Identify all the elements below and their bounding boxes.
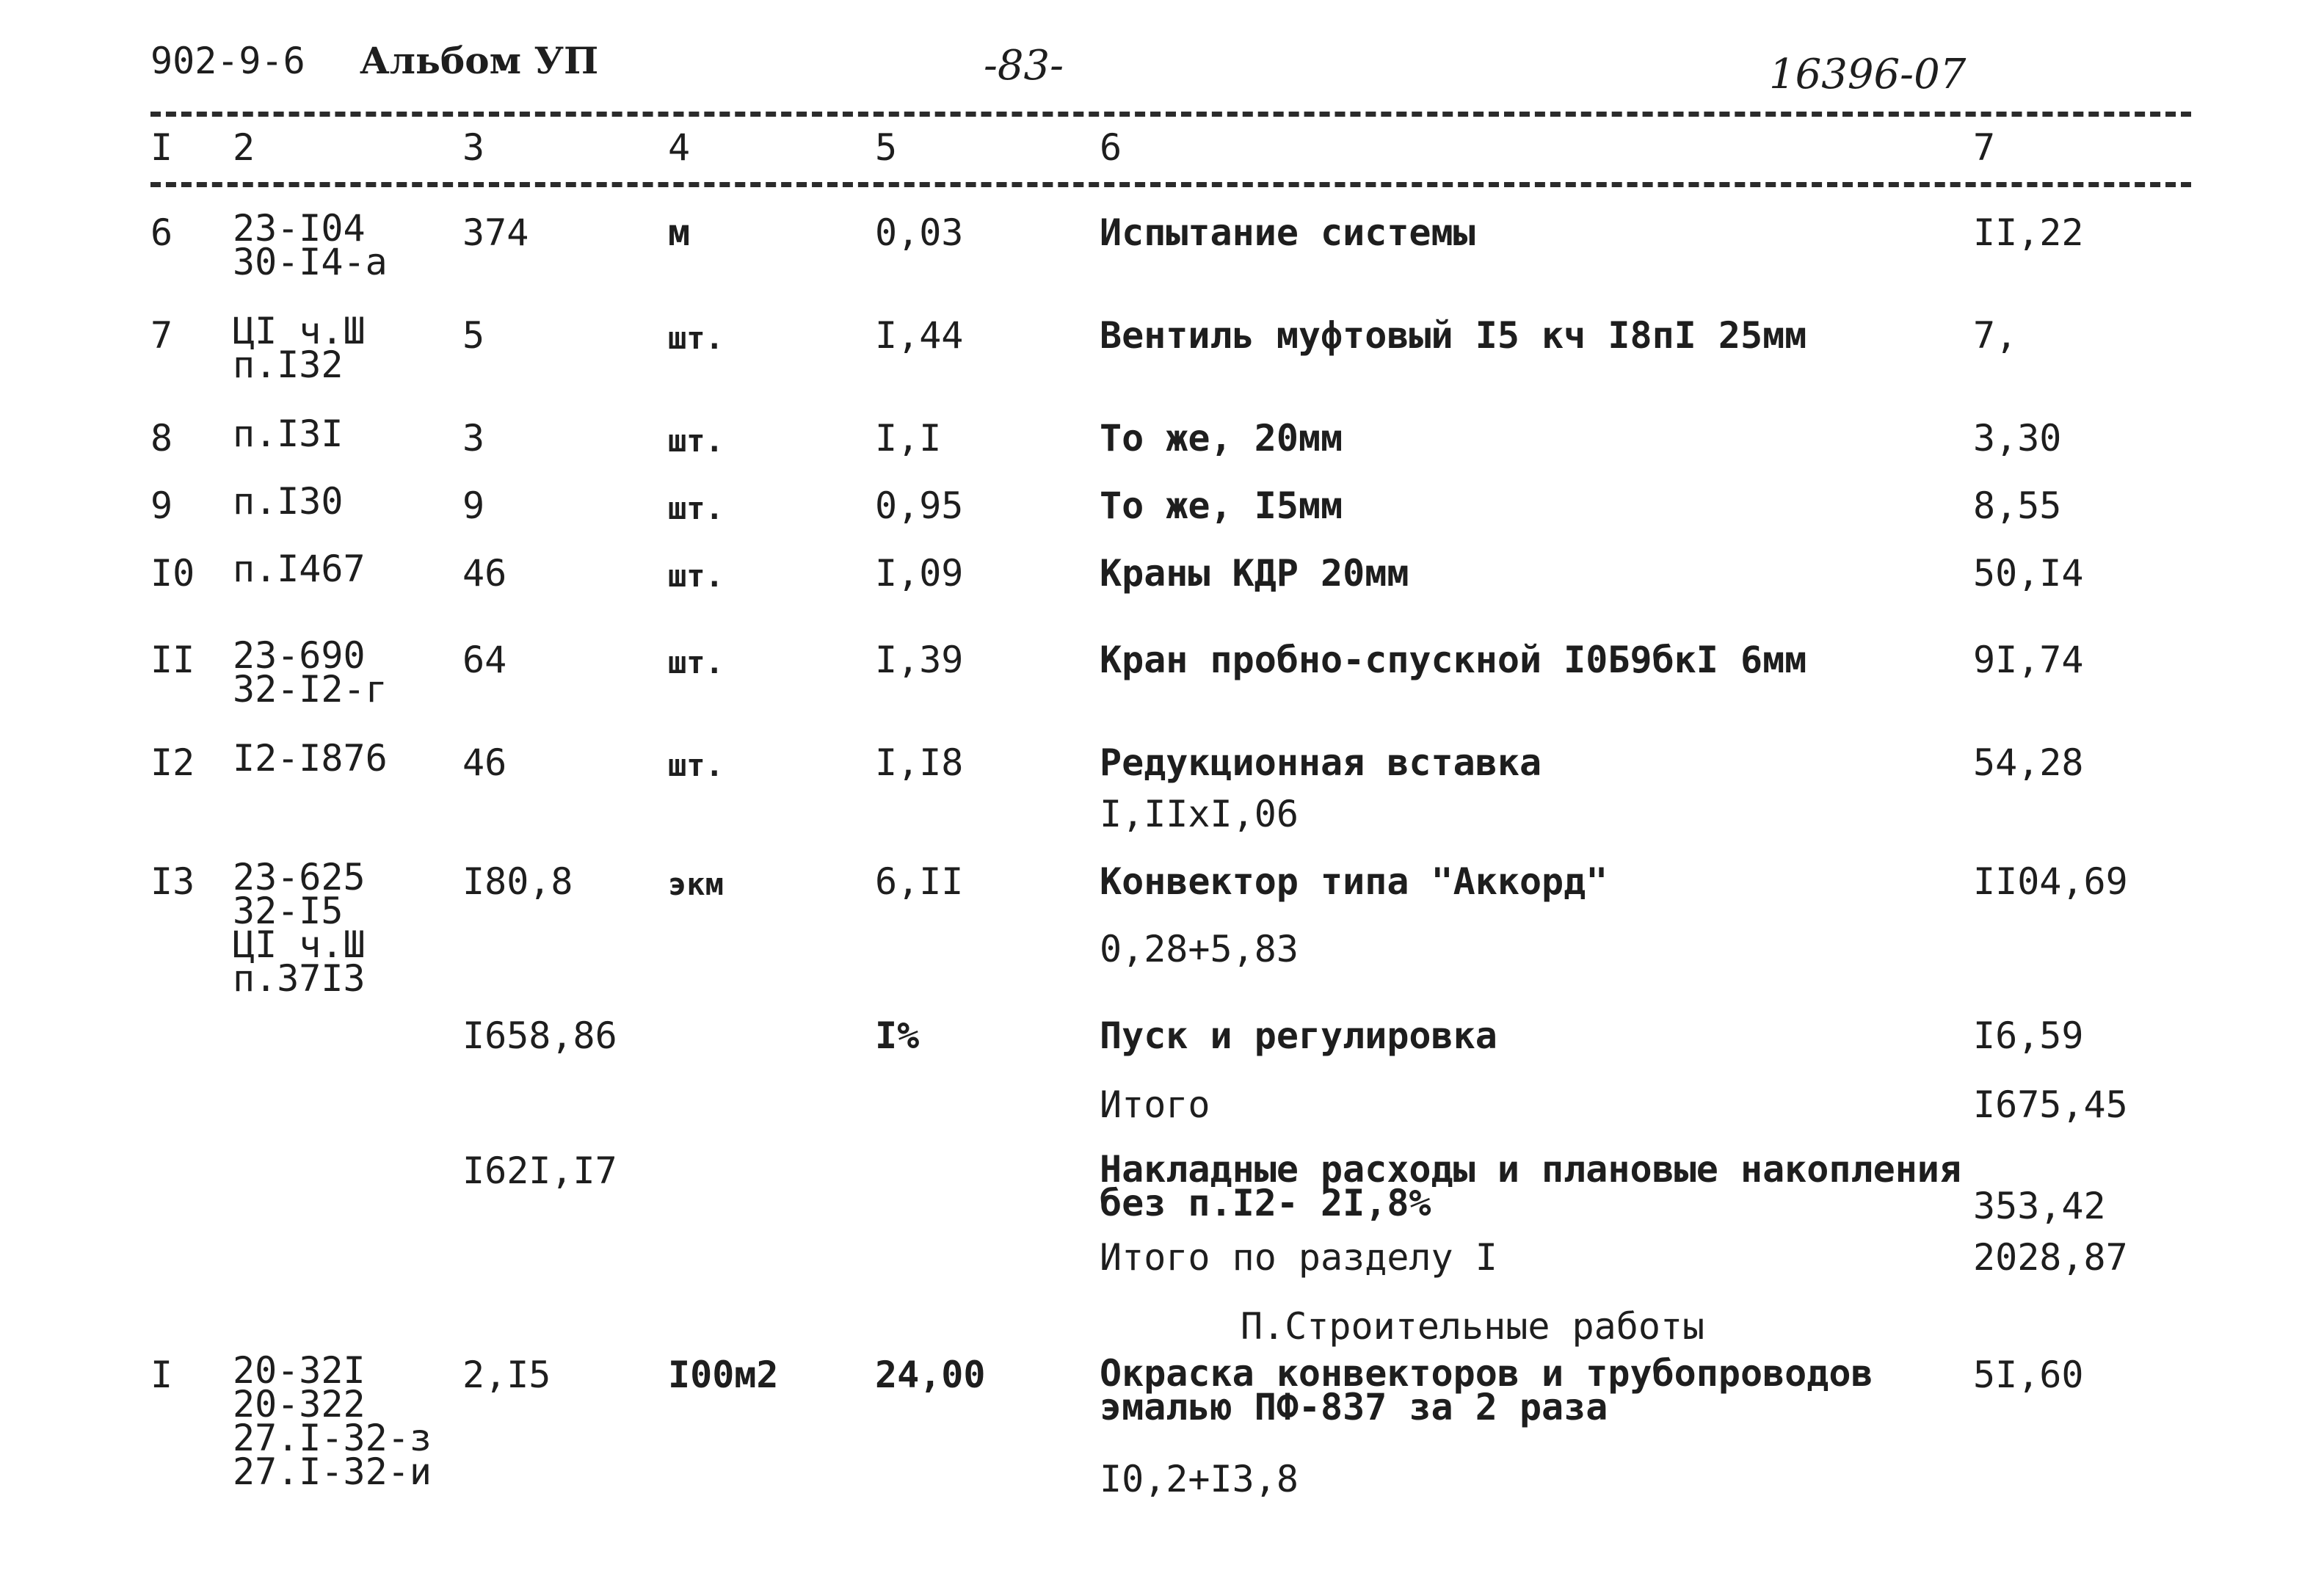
row-unit: шт.: [668, 747, 724, 783]
column-header-7: 7: [1973, 126, 1996, 169]
row-number: I0: [150, 552, 195, 595]
row-price: 0,95: [875, 484, 964, 527]
column-header-2: 2: [233, 126, 255, 169]
row-number: I2: [150, 741, 195, 784]
row-total: 7,: [1973, 314, 2018, 357]
row-quantity: I80,8: [462, 860, 573, 903]
row-quantity: 46: [462, 552, 507, 595]
row-description: Краны КДР 20мм: [1100, 552, 1409, 595]
row-description: То же, 20мм: [1100, 417, 1343, 460]
row-number: 6: [150, 211, 173, 254]
row-number: II: [150, 639, 195, 681]
row-total: 3,30: [1973, 417, 2062, 460]
row-calculation: I0,2+I3,8: [1100, 1458, 1299, 1500]
row-description: Окраска конвекторов и трубопроводов эмалью ПФ-837 за 2 раза: [1100, 1352, 1873, 1428]
row-unit: шт.: [668, 644, 724, 680]
row-price: 24,00: [875, 1354, 986, 1396]
row-description: То же, I5мм: [1100, 484, 1343, 527]
row-number: 8: [150, 417, 173, 460]
pusk-total: I6,59: [1973, 1014, 2084, 1057]
row-description: Редукционная вставка: [1100, 741, 1542, 784]
row-price: I,09: [875, 552, 964, 595]
document-code: 902-9-6: [150, 40, 305, 82]
row-description: Испытание системы: [1100, 211, 1475, 254]
row-price: I,44: [875, 314, 964, 357]
row-total: II,22: [1973, 211, 2084, 254]
row-number: I3: [150, 860, 195, 903]
row-reference: 23-690 32-I2-г: [233, 634, 388, 711]
itogo-total: I675,45: [1973, 1083, 2128, 1126]
row-unit: шт.: [668, 490, 724, 526]
pusk-label: Пуск и регулировка: [1100, 1014, 1497, 1057]
document-number: 16396-07: [1769, 51, 1967, 98]
row-reference: ЦI ч.Ш п.I32: [233, 310, 366, 386]
row-unit: шт.: [668, 423, 724, 459]
row-number: 7: [150, 314, 173, 357]
overhead-base-amount: I62I,I7: [462, 1150, 617, 1192]
row-reference: I2-I876: [233, 737, 388, 780]
section-heading: П.Строительные работы: [1241, 1305, 1705, 1348]
column-header-3: 3: [462, 126, 485, 169]
row-total: II04,69: [1973, 860, 2128, 903]
row-reference: 20-32I 20-322 27.I-32-з 27.I-32-и: [233, 1349, 432, 1493]
row-unit: шт.: [668, 558, 724, 594]
row-total: 54,28: [1973, 741, 2084, 784]
row-reference: п.I467: [233, 548, 366, 590]
row-quantity: 64: [462, 639, 507, 681]
row-calculation: I,IIхI,06: [1100, 793, 1299, 835]
row-unit: экм: [668, 866, 724, 902]
row-price: I,I8: [875, 741, 964, 784]
row-unit: шт.: [668, 320, 724, 356]
row-quantity: 9: [462, 484, 485, 527]
row-description: Вентиль муфтовый I5 кч I8пI 25мм: [1100, 314, 1807, 357]
header-bottom-rule: [150, 182, 2191, 187]
row-unit: м: [668, 211, 691, 254]
row-number: 9: [150, 484, 173, 527]
column-header-1: I: [150, 126, 173, 169]
row-total: 50,I4: [1973, 552, 2084, 595]
section-total-value: 2028,87: [1973, 1236, 2128, 1279]
row-price: I,39: [875, 639, 964, 681]
row-price: 0,03: [875, 211, 964, 254]
row-reference: 23-I04 30-I4-а: [233, 207, 388, 283]
row-price: 6,II: [875, 860, 964, 903]
row-quantity: 46: [462, 741, 507, 784]
row-total: 9I,74: [1973, 639, 2084, 681]
row-description: Кран пробно-спускной I0Б9бкI 6мм: [1100, 639, 1807, 681]
pusk-percent: I%: [875, 1014, 920, 1057]
row-quantity: 2,I5: [462, 1354, 551, 1396]
overhead-total: 353,42: [1973, 1185, 2106, 1227]
row-quantity: 374: [462, 211, 529, 254]
row-reference: п.I3I: [233, 413, 344, 455]
page-number: -83-: [984, 42, 1064, 90]
row-description: Конвектор типа "Аккорд": [1100, 860, 1608, 903]
row-quantity: 5: [462, 314, 485, 357]
overhead-label: Накладные расходы и плановые накопления без п.I2- 2I,8%: [1100, 1148, 1961, 1224]
section-total-label: Итого по разделу I: [1100, 1236, 1497, 1279]
row-reference: п.I30: [233, 480, 344, 523]
row-price: I,I: [875, 417, 942, 460]
column-header-6: 6: [1100, 126, 1122, 169]
row-quantity: 3: [462, 417, 485, 460]
row-unit: I00м2: [668, 1354, 779, 1396]
album-label: Альбом УП: [360, 39, 599, 82]
row-reference: 23-625 32-I5 ЦI ч.Ш п.37I3: [233, 856, 366, 1000]
pusk-base-amount: I658,86: [462, 1014, 617, 1057]
row-calculation: 0,28+5,83: [1100, 928, 1299, 970]
header-top-rule: [150, 112, 2191, 117]
row-total: 8,55: [1973, 484, 2062, 527]
row-total: 5I,60: [1973, 1354, 2084, 1396]
row-number: I: [150, 1354, 173, 1396]
column-header-5: 5: [875, 126, 898, 169]
itogo-label: Итого: [1100, 1083, 1210, 1126]
column-header-4: 4: [668, 126, 691, 169]
